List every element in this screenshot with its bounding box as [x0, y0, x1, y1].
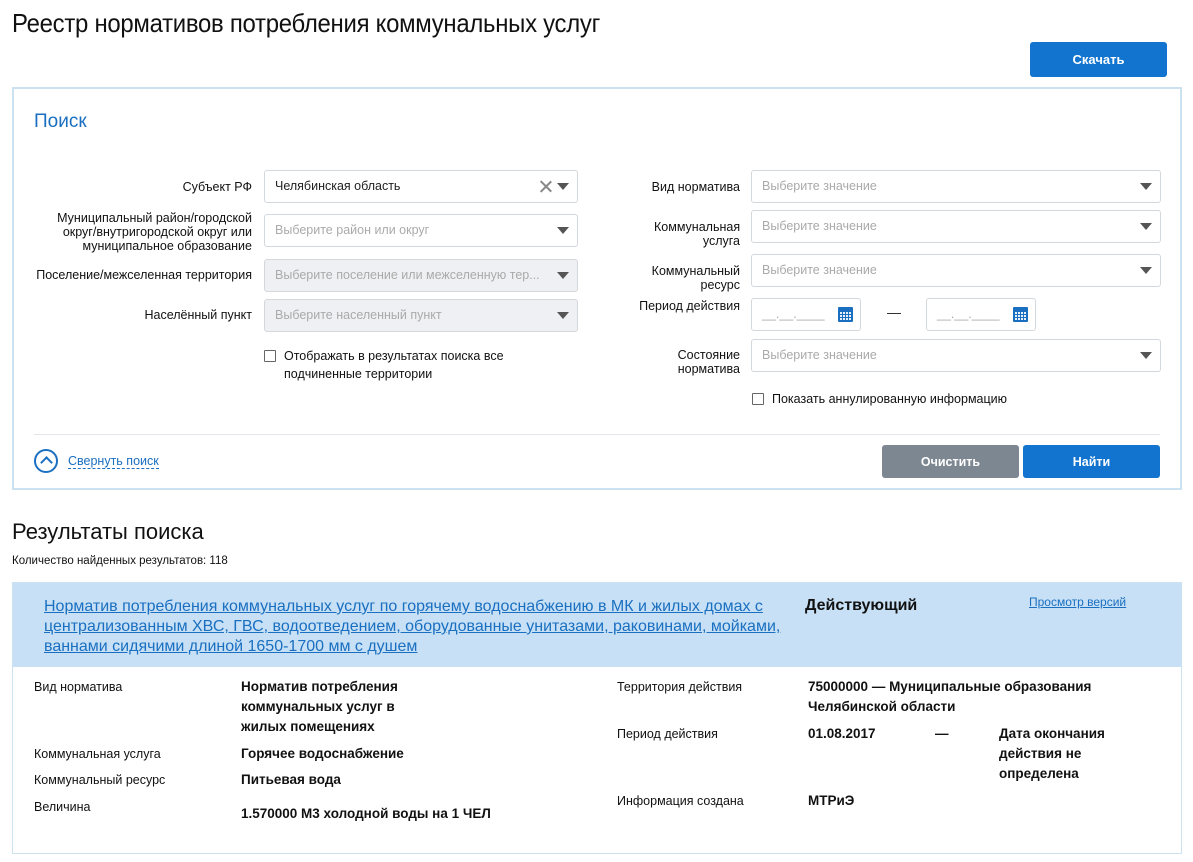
search-title: Поиск [34, 111, 87, 132]
utility-resource-label: Коммунальный ресурс [651, 264, 740, 292]
clear-button[interactable]: Очистить [882, 445, 1019, 478]
show-annulled-checkbox[interactable] [752, 393, 764, 405]
norm-type-placeholder: Выберите значение [762, 179, 877, 193]
chevron-down-icon [557, 312, 569, 319]
period-label: Период действия [639, 299, 740, 313]
period-to-placeholder: __.__.____ [937, 307, 1000, 321]
clear-icon[interactable] [539, 179, 553, 193]
view-versions-link[interactable]: Просмотр версий [1029, 595, 1127, 609]
utility-resource-placeholder: Выберите значение [762, 263, 877, 277]
chevron-down-icon [557, 183, 569, 190]
created-field-label: Информация создана [617, 794, 744, 808]
period-to-input[interactable] [926, 298, 1036, 331]
show-annulled-label: Показать аннулированную информацию [772, 392, 1008, 406]
norm-type-field-label: Вид норматива [34, 680, 123, 694]
amount-field-value: 1.570000 М3 холодной воды на 1 ЧЕЛ [241, 806, 491, 821]
search-panel [12, 87, 1182, 490]
subject-value: Челябинская область [275, 179, 401, 193]
period-from-placeholder: __.__.____ [762, 307, 825, 321]
norm-state-label: Состояние норматива [677, 348, 740, 376]
municipal-label: Муниципальный район/городской округ/внутригородской округ или муниципальное образование [57, 211, 252, 253]
show-subordinate-checkbox[interactable] [264, 350, 276, 362]
chevron-down-icon [557, 272, 569, 279]
chevron-up-icon[interactable] [34, 449, 58, 473]
norm-type-label: Вид норматива [651, 180, 740, 194]
download-button[interactable]: Скачать [1030, 42, 1167, 77]
municipal-select[interactable] [264, 214, 578, 247]
period-end-value: Дата окончания действия не определена [999, 726, 1105, 781]
municipal-placeholder: Выберите район или округ [275, 223, 430, 237]
chevron-down-icon [1140, 183, 1152, 190]
show-subordinate-label: Отображать в результатах поиска все подчиненные территории [284, 349, 504, 381]
find-button[interactable]: Найти [1023, 445, 1160, 478]
calendar-icon[interactable] [1013, 307, 1028, 322]
page-title: Реестр нормативов потребления коммунальных услуг [12, 8, 601, 38]
period-start-value: 01.08.2017 [808, 726, 876, 741]
norm-type-select[interactable] [751, 170, 1161, 203]
service-field-label: Коммунальная услуга [34, 747, 161, 761]
period-separator: — [887, 304, 901, 320]
subject-label: Субъект РФ [182, 180, 252, 194]
locality-select[interactable] [264, 299, 578, 332]
period-from-input[interactable] [751, 298, 861, 331]
settlement-placeholder: Выберите поселение или межселенную тер... [275, 268, 540, 282]
territory-field-label: Территория действия [617, 680, 743, 694]
settlement-select[interactable] [264, 259, 578, 292]
period-field-label: Период действия [617, 727, 718, 741]
chevron-down-icon [1140, 223, 1152, 230]
utility-resource-select[interactable] [751, 254, 1161, 287]
territory-field-value: 75000000 — Муниципальные образования Челябинской области [808, 679, 1092, 714]
resource-field-label: Коммунальный ресурс [34, 773, 166, 787]
resource-field-value: Питьевая вода [241, 772, 341, 787]
chevron-down-icon [1140, 267, 1152, 274]
status-badge: Действующий [805, 597, 918, 614]
subject-select[interactable] [264, 170, 578, 203]
utility-service-select[interactable] [751, 210, 1161, 243]
locality-placeholder: Выберите населенный пункт [275, 308, 442, 322]
result-title-link[interactable]: Норматив потребления коммунальных услуг по горячему водоснабжению в МК и жилых домах с централизованным ХВС, ГВС, водоотведением, оборудованные унитазами, раковинами, мойками, ваннами сидячими длиной 1650-1700 мм с душем [44, 598, 781, 655]
divider [34, 434, 1160, 435]
chevron-down-icon [1140, 352, 1152, 359]
period-dash: — [935, 726, 949, 741]
utility-service-label: Коммунальная услуга [654, 220, 741, 248]
result-card-header [13, 583, 1181, 667]
collapse-search-link[interactable]: Свернуть поиск [68, 454, 159, 468]
norm-type-field-value: Норматив потребления коммунальных услуг в жилых помещениях [241, 679, 398, 734]
results-title: Результаты поиска [12, 519, 204, 544]
amount-field-label: Величина [34, 800, 91, 814]
calendar-icon[interactable] [838, 307, 853, 322]
service-field-value: Горячее водоснабжение [241, 746, 404, 761]
norm-state-placeholder: Выберите значение [762, 348, 877, 362]
settlement-label: Поселение/межселенная территория [36, 268, 252, 282]
result-card [12, 582, 1182, 854]
norm-state-select[interactable] [751, 339, 1161, 372]
locality-label: Населённый пункт [144, 308, 252, 322]
utility-service-placeholder: Выберите значение [762, 219, 877, 233]
results-count: Количество найденных результатов: 118 [12, 555, 228, 567]
chevron-down-icon [557, 227, 569, 234]
created-field-value: МТРиЭ [808, 793, 855, 808]
